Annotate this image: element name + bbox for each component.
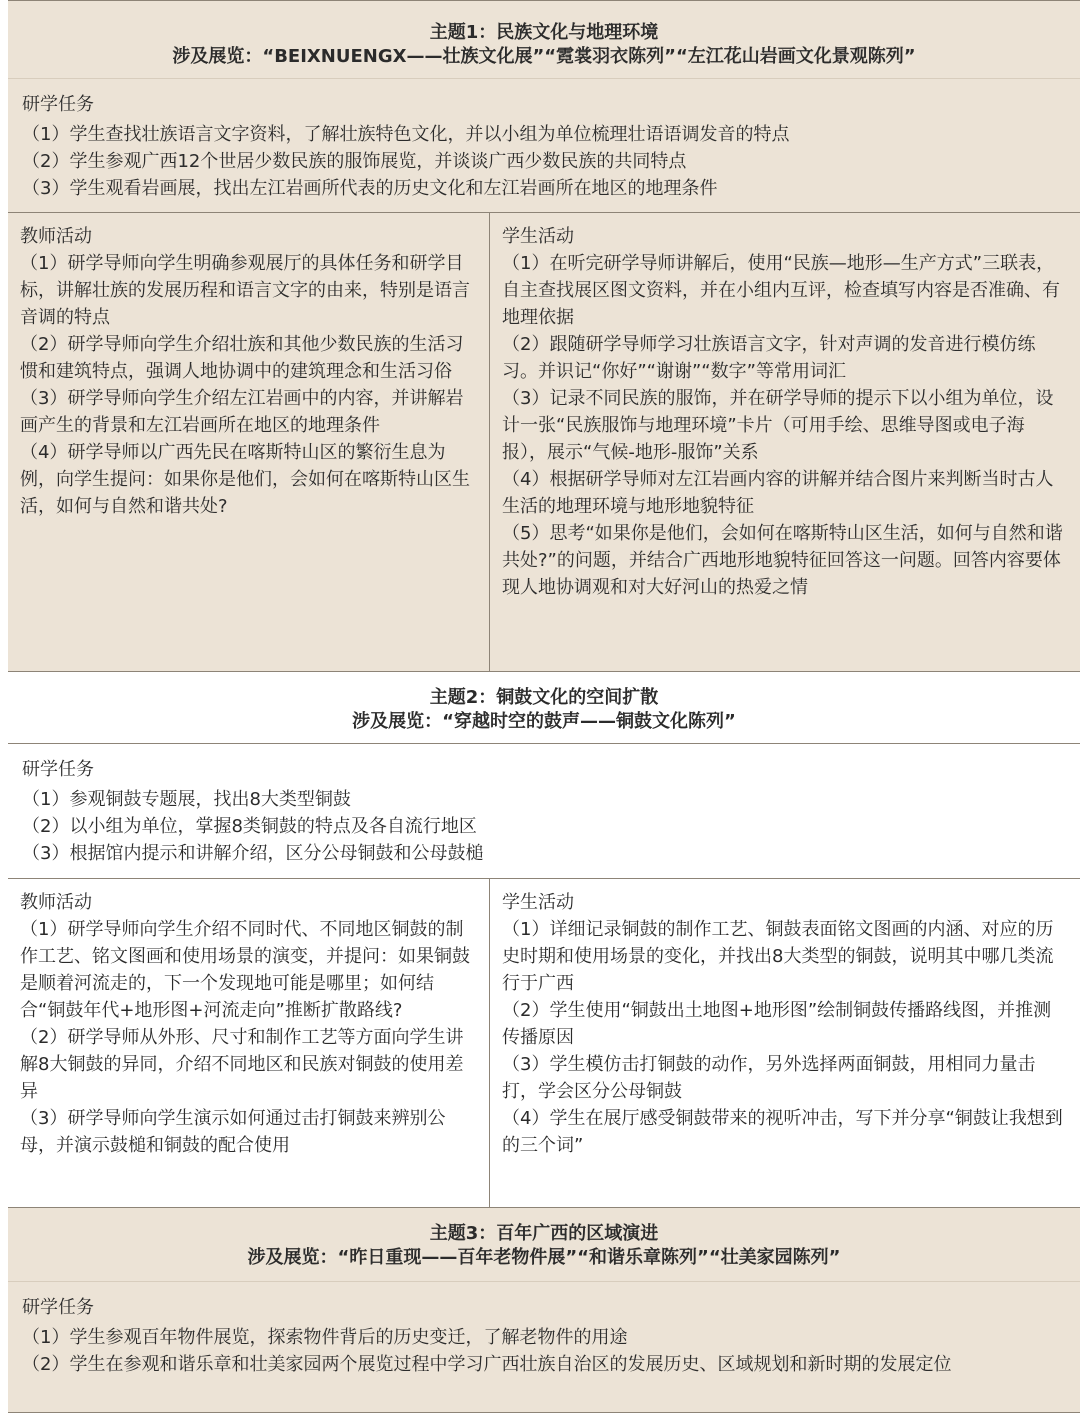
- topic3-exhibits: 涉及展览：“昨日重现——百年老物件展”“和谐乐章陈列”“壮美家园陈列”: [247, 1247, 841, 1268]
- topic2-exhibits: 涉及展览：“穿越时空的鼓声——铜鼓文化陈列”: [352, 711, 736, 732]
- topic1-student-3: （3）记录不同民族的服饰，并在研学导师的提示下以小组为单位，设计一张“民族服饰与地理环境”卡片（可用手绘、思维导图或电子海报），展示“气候-地形-服饰”关系: [502, 388, 1054, 463]
- topic3-task-label: 研学任务: [22, 1297, 94, 1318]
- topic1-student-1: （1）在听完研学导师讲解后，使用“民族—地形—生产方式”三联表，自主查找展区图文资料，并在小组内互评，检查填写内容是否准确、有地理依据: [502, 253, 1060, 328]
- topic3-task-2: （2）学生在参观和谐乐章和壮美家园两个展览过程中学习广西壮族自治区的发展历史、区域规划和新时期的发展定位: [22, 1354, 952, 1375]
- topic2-student-4: （4）学生在展厅感受铜鼓带来的视听冲击，写下并分享“铜鼓让我想到的三个词”: [502, 1108, 1063, 1156]
- topic1-header: [8, 0, 1080, 78]
- topic1-student-label: 学生活动: [502, 226, 574, 247]
- topic2-student-3: （3）学生模仿击打铜鼓的动作，另外选择两面铜鼓，用相同力量击打，学会区分公母铜鼓: [502, 1054, 1036, 1102]
- topic1-teacher-2: （2）研学导师向学生介绍壮族和其他少数民族的生活习惯和建筑特点，强调人地协调中的建筑理念和生活习俗: [20, 334, 464, 382]
- topic3-task-block: [8, 1281, 1080, 1413]
- topic2-teacher-3: （3）研学导师向学生演示如何通过击打铜鼓来辨别公母，并演示鼓槌和铜鼓的配合使用: [20, 1108, 446, 1156]
- topic2-activities: [8, 878, 1080, 1207]
- topic1-task-1: （1）学生查找壮族语言文字资料，了解壮族特色文化，并以小组为单位梳理壮语语调发音的特点: [22, 124, 790, 145]
- topic1-teacher-label: 教师活动: [20, 226, 92, 247]
- topic1-task-3: （3）学生观看岩画展，找出左江岩画所代表的历史文化和左江岩画所在地区的地理条件: [22, 178, 718, 199]
- topic1-student-4: （4）根据研学导师对左江岩画内容的讲解并结合图片来判断当时古人生活的地理环境与地形地貌特征: [502, 469, 1054, 517]
- topic1-teacher-4: （4）研学导师以广西先民在喀斯特山区的繁衍生息为例，向学生提问：如果你是他们，会如何在喀斯特山区生活，如何与自然和谐共处?: [20, 442, 470, 517]
- topic1-exhibits: 涉及展览：“BEIXNUENGX——壮族文化展”“霓裳羽衣陈列”“左江花山岩画文化景观陈列”: [172, 46, 916, 67]
- topic2-task-1: （1）参观铜鼓专题展，找出8大类型铜鼓: [22, 789, 351, 810]
- topic1-task-label: 研学任务: [22, 94, 94, 115]
- topic3-title: 主题3：百年广西的区域演进: [429, 1223, 659, 1244]
- topic2-teacher-column: [8, 879, 490, 1207]
- topic1-title: 主题1：民族文化与地理环境: [429, 22, 659, 43]
- topic2-student-2: （2）学生使用“铜鼓出土地图+地形图”绘制铜鼓传播路线图，并推测传播原因: [502, 1000, 1052, 1048]
- topic2-teacher-2: （2）研学导师从外形、尺寸和制作工艺等方面向学生讲解8大铜鼓的异同，介绍不同地区和民族对铜鼓的使用差异: [20, 1027, 464, 1102]
- topic2-teacher-1: （1）研学导师向学生介绍不同时代、不同地区铜鼓的制作工艺、铭文图画和使用场景的演变，并提问：如果铜鼓是顺着河流走的，下一个发现地可能是哪里；如何结合“铜鼓年代+地形图+河流走向”推断扩散路线?: [20, 919, 470, 1021]
- topic3-header: [8, 1207, 1080, 1281]
- topic2-task-2: （2）以小组为单位，掌握8类铜鼓的特点及各自流行地区: [22, 816, 477, 837]
- topic1-activities: [8, 212, 1080, 671]
- topic1-task-2: （2）学生参观广西12个世居少数民族的服饰展览，并谈谈广西少数民族的共同特点: [22, 151, 687, 172]
- topic1-teacher-1: （1）研学导师向学生明确参观展厅的具体任务和研学目标，讲解壮族的发展历程和语言文字的由来，特别是语言音调的特点: [20, 253, 470, 328]
- topic2-student-label: 学生活动: [502, 892, 574, 913]
- topic2-header: [8, 671, 1080, 743]
- topic2-title: 主题2：铜鼓文化的空间扩散: [429, 687, 659, 708]
- topic1-teacher-3: （3）研学导师向学生介绍左江岩画中的内容，并讲解岩画产生的背景和左江岩画所在地区的地理条件: [20, 388, 464, 436]
- topic1-student-column: [490, 213, 1080, 671]
- topic2-task-block: [8, 743, 1080, 878]
- topic1-task-block: [8, 78, 1080, 212]
- topic2-teacher-label: 教师活动: [20, 892, 92, 913]
- topic3-task-1: （1）学生参观百年物件展览，探索物件背后的历史变迁，了解老物件的用途: [22, 1327, 628, 1348]
- topic1-teacher-column: [8, 213, 490, 671]
- topic1-student-5: （5）思考“如果你是他们，会如何在喀斯特山区生活，如何与自然和谐共处?”的问题，并结合广西地形地貌特征回答这一问题。回答内容要体现人地协调观和对大好河山的热爱之情: [502, 523, 1063, 598]
- topic2-task-3: （3）根据馆内提示和讲解介绍，区分公母铜鼓和公母鼓槌: [22, 843, 484, 864]
- topic1-student-2: （2）跟随研学导师学习壮族语言文字，针对声调的发音进行模仿练习。并识记“你好”“谢谢”“数字”等常用词汇: [502, 334, 1036, 382]
- topic2-student-column: [490, 879, 1080, 1207]
- topic2-task-label: 研学任务: [22, 759, 94, 780]
- topic2-student-1: （1）详细记录铜鼓的制作工艺、铜鼓表面铭文图画的内涵、对应的历史时期和使用场景的变化，并找出8大类型的铜鼓，说明其中哪几类流行于广西: [502, 919, 1054, 994]
